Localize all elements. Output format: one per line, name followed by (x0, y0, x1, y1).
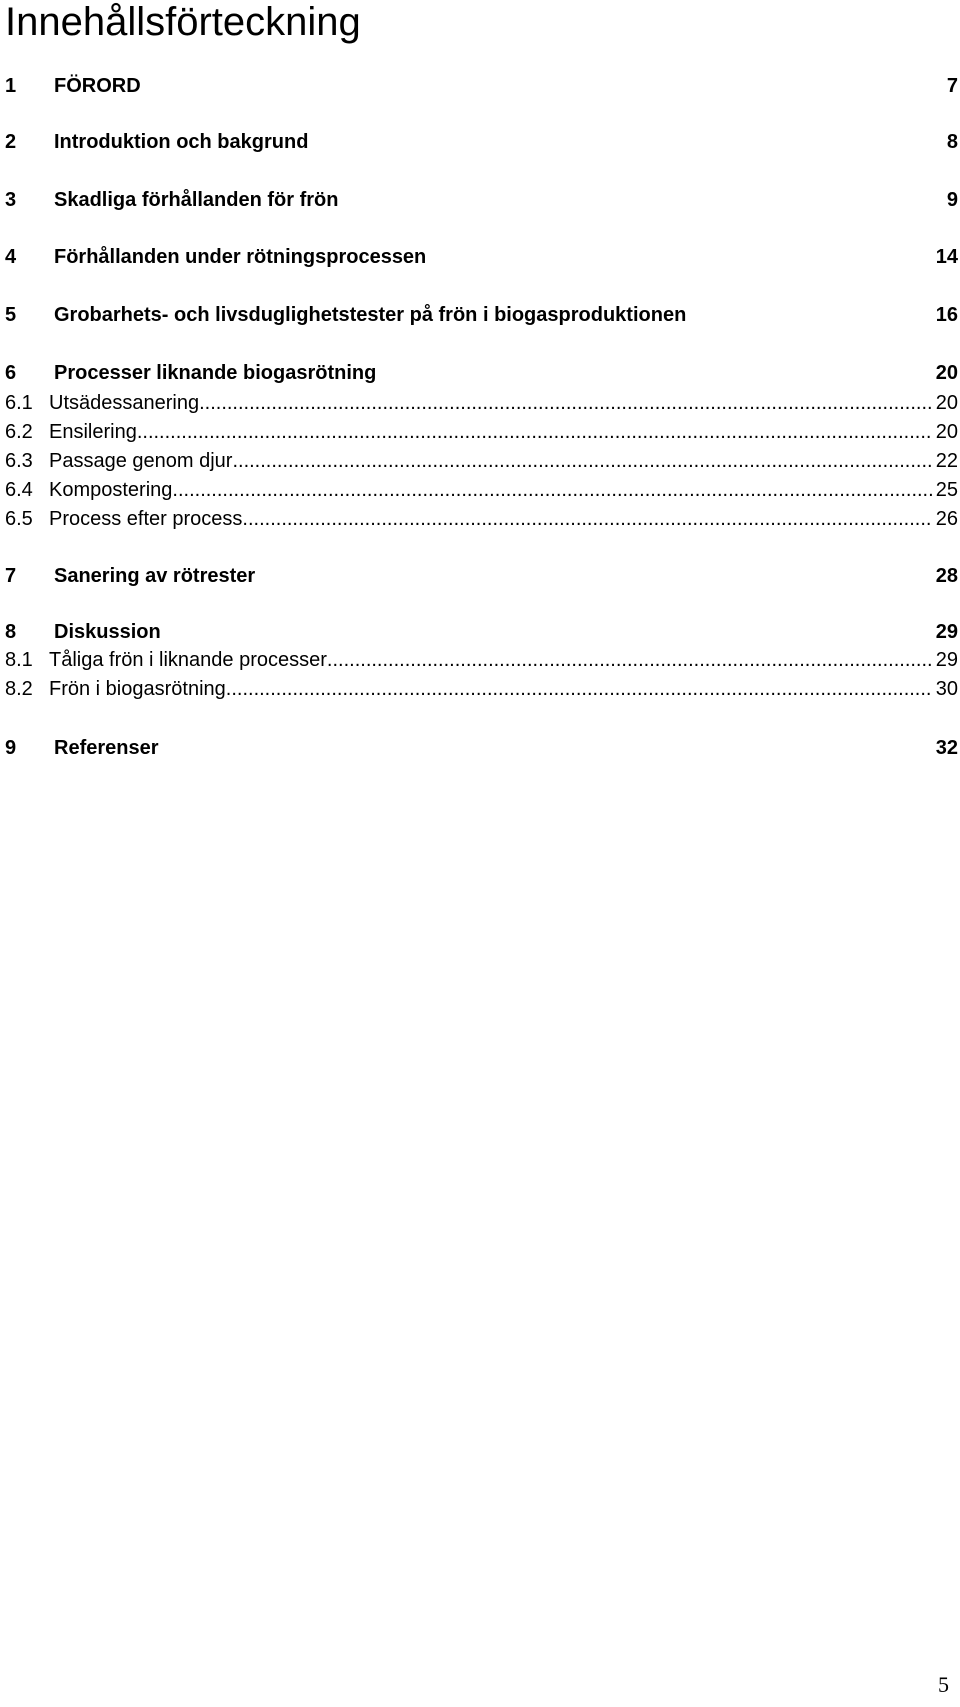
toc-entry-label: Grobarhets- och livsduglighetstester på frön i biogasproduktionen (54, 304, 687, 326)
toc-chapter-entry[interactable] (5, 72, 958, 100)
toc-entry-label: Skadliga förhållanden för frön (54, 189, 339, 211)
page-number: 5 (938, 1672, 949, 1697)
toc-entry-label: Frön i biogasrötning (49, 678, 226, 700)
toc-entry-number: 6.2 (5, 421, 33, 443)
toc-section-entry[interactable] (5, 477, 958, 503)
toc-entry-page: 26 (935, 508, 958, 530)
toc-entry-number: 4 (5, 246, 17, 268)
toc-section-entry[interactable] (5, 448, 958, 474)
toc-dot-leader (242, 506, 931, 532)
toc-entry-page: 16 (935, 304, 958, 326)
toc-chapter-entry[interactable] (5, 128, 958, 156)
toc-entry-label: Referenser (54, 737, 159, 759)
toc-entry-page: 8 (946, 131, 958, 153)
toc-entry-page: 9 (946, 189, 958, 211)
toc-entry-number: 6.4 (5, 479, 33, 501)
toc-section-entry[interactable] (5, 647, 958, 673)
toc-entry-page: 25 (935, 479, 958, 501)
toc-dot-leader (172, 477, 931, 503)
toc-entry-number: 7 (5, 565, 17, 587)
toc-entry-number: 9 (5, 737, 17, 759)
toc-entry-label: Ensilering (49, 421, 137, 443)
toc-section-entry[interactable] (5, 390, 958, 416)
toc-dot-leader (327, 647, 932, 673)
toc-chapter-entry[interactable] (5, 301, 958, 329)
toc-entry-page: 32 (935, 737, 958, 759)
toc-chapter-entry[interactable] (5, 243, 958, 271)
toc-dot-leader (232, 448, 931, 474)
toc-section-entry[interactable] (5, 419, 958, 445)
toc-entry-page: 28 (935, 565, 958, 587)
toc-entry-label: Sanering av rötrester (54, 565, 256, 587)
toc-entry-page: 20 (935, 421, 958, 443)
toc-entry-page: 7 (946, 75, 958, 97)
toc-entry-label: Förhållanden under rötningsprocessen (54, 246, 427, 268)
toc-entry-page: 20 (935, 392, 958, 414)
toc-entry-label: Introduktion och bakgrund (54, 131, 309, 153)
toc-chapter-entry[interactable] (5, 186, 958, 214)
toc-entry-number: 6.1 (5, 392, 33, 414)
toc-entry-page: 20 (935, 362, 958, 384)
toc-section-entry[interactable] (5, 676, 958, 702)
toc-entry-number: 8.2 (5, 678, 33, 700)
toc-chapter-entry[interactable] (5, 562, 958, 590)
toc-chapter-entry[interactable] (5, 618, 958, 646)
toc-entry-page: 29 (935, 621, 958, 643)
toc-entry-label: Passage genom djur (49, 450, 233, 472)
toc-dot-leader (199, 390, 932, 416)
toc-section-entry[interactable] (5, 506, 958, 532)
toc-entry-number: 6.5 (5, 508, 33, 530)
toc-chapter-entry[interactable] (5, 359, 958, 387)
toc-entry-number: 2 (5, 131, 17, 153)
toc-entry-number: 3 (5, 189, 17, 211)
toc-entry-number: 8 (5, 621, 17, 643)
toc-entry-page: 30 (935, 678, 958, 700)
toc-entry-number: 1 (5, 75, 17, 97)
toc-entry-label: Processer liknande biogasrötning (54, 362, 377, 384)
toc-dot-leader (137, 419, 932, 445)
toc-entry-label: Utsädessanering (49, 392, 200, 414)
toc-entry-page: 14 (935, 246, 958, 268)
toc-entry-label: Diskussion (54, 621, 161, 643)
toc-dot-leader (226, 676, 932, 702)
toc-entry-label: Kompostering (49, 479, 173, 501)
toc-entry-label: FÖRORD (54, 75, 141, 97)
toc-entry-number: 8.1 (5, 649, 33, 671)
toc-chapter-entry[interactable] (5, 734, 958, 762)
toc-entry-number: 5 (5, 304, 17, 326)
toc-entry-number: 6.3 (5, 450, 33, 472)
toc-entry-number: 6 (5, 362, 17, 384)
toc-title: Innehållsförteckning (5, 0, 361, 44)
toc-entry-page: 29 (935, 649, 958, 671)
toc-entry-page: 22 (935, 450, 958, 472)
toc-entry-label: Process efter process (49, 508, 243, 530)
toc-entry-label: Tåliga frön i liknande processer (49, 649, 327, 671)
